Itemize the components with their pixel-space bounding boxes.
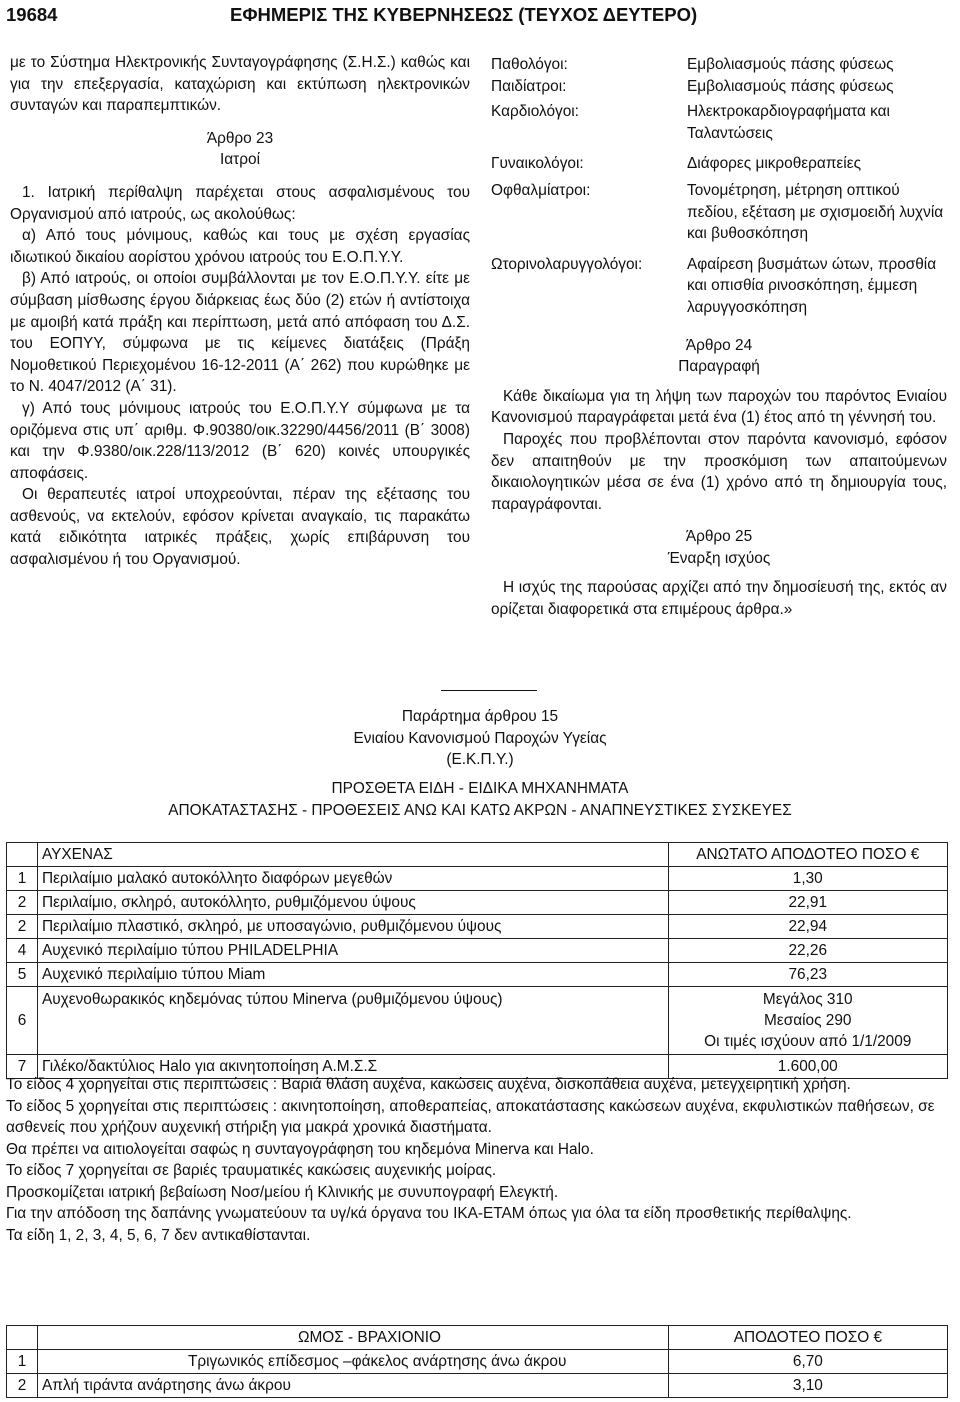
- specialty-acts: Εμβολιασμούς πάσης φύσεως: [687, 77, 894, 95]
- specialty-row: [491, 101, 947, 144]
- left-column: [10, 52, 470, 571]
- table-row: [7, 987, 948, 1055]
- item-number: 2: [7, 915, 38, 939]
- article-24-number: Άρθρο 24: [685, 336, 753, 354]
- specialty-name: Παιδίατροι:: [491, 77, 567, 95]
- item-number: 4: [7, 939, 38, 963]
- right-column: [491, 54, 947, 621]
- item-description: Απλή τιράντα ανάρτησης άνω άκρου: [37, 1374, 668, 1398]
- annex-title: [0, 778, 960, 821]
- divider: [441, 690, 537, 691]
- article-23-number: Άρθρο 23: [206, 129, 274, 147]
- table-row: [7, 939, 948, 963]
- item-number: 2: [7, 1374, 38, 1398]
- item-description: Γιλέκο/δακτύλιος Halo για ακινητοποίηση Α.Μ.Σ.Σ: [37, 1055, 668, 1079]
- item-description: Περιλαίμιο, σκληρό, αυτοκόλλητο, ρυθμιζόμενου ύψους: [37, 891, 668, 915]
- specialty-name: Καρδιολόγοι:: [491, 103, 579, 121]
- annex-heading: [0, 706, 960, 771]
- specialty-row: [491, 254, 947, 319]
- table-row: [7, 915, 948, 939]
- annex-line: (Ε.Κ.Π.Υ.): [446, 751, 514, 769]
- item-price: 3,10: [668, 1374, 947, 1398]
- paragraph: γ) Από τους μόνιμους ιατρούς του Ε.Ο.Π.Υ.Υ σύμφωνα με τα οριζόμενα στις υπ΄ αριθμ. Φ.90380/οικ.32290/4456/2011 (Β΄ 3008) και την Φ.9380/οικ.228/113/2012 (Β΄ 620) κοινές υπουργικές αποφάσεις.: [10, 399, 470, 482]
- paragraph: 1. Ιατρική περίθαλψη παρέχεται στους ασφαλισμένους του Οργανισμού από ιατρούς, ως ακολούθως:: [10, 183, 470, 223]
- item-description: Περιλαίμιο μαλακό αυτοκόλλητο διαφόρων μεγεθών: [37, 867, 668, 891]
- table-header-row: [7, 1326, 948, 1350]
- price-note: Οι τιμές ισχύουν από 1/1/2009: [704, 1033, 912, 1050]
- item-description: Αυχενοθωρακικός κηδεμόνας τύπου Minerva (ρυθμιζόμενου ύψους): [37, 987, 668, 1055]
- table-row: [7, 867, 948, 891]
- note: Το είδος 5 χορηγείται στις περιπτώσεις : ακινητοποίηση, αποθεραπείας, αποκατάστασης κακώσεων αυχένα, εκφυλιστικών παθήσεων, σε ασθενείς που χρήζουν αυχενική στήριξη για μακρά χρονικά διαστήματα.: [6, 1097, 935, 1136]
- specialty-name: Ωτορινολαρυγγολόγοι:: [491, 255, 643, 273]
- gazette-title: ΕΦΗΜΕΡΙΣ ΤΗΣ ΚΥΒΕΡΝΗΣΕΩΣ (ΤΕΥΧΟΣ ΔΕΥΤΕΡΟ): [230, 4, 698, 25]
- table-header-price: ΑΝΩΤΑΤΟ ΑΠΟΔΟΤΕΟ ΠΟΣΟ €: [668, 843, 947, 867]
- paragraph: Κάθε δικαίωμα για τη λήψη των παροχών του παρόντος Ενιαίου Κανονισμού παραγράφεται μετά ένα (1) έτος από τη γέννησή του.: [491, 387, 947, 427]
- specialty-acts: Αφαίρεση βυσμάτων ώτων, προσθία και οπισθία ρινοσκόπηση, έμμεση λαρυγγοσκόπηση: [687, 255, 937, 316]
- specialty-acts: Διάφορες μικροθεραπείες: [687, 155, 861, 173]
- note: Θα πρέπει να αιτιολογείται σαφώς η συνταγογράφηση του κηδεμόνα Minerva και Halo.: [6, 1140, 594, 1158]
- item-price: 22,94: [668, 915, 947, 939]
- specialty-acts: Εμβολιασμούς πάσης φύσεως: [687, 56, 894, 73]
- page-header: [0, 2, 960, 32]
- item-price: 1,30: [668, 867, 947, 891]
- note: Το είδος 7 χορηγείται σε βαριές τραυματικές κακώσεις αυχενικής μοίρας.: [6, 1162, 497, 1179]
- neck-items-table: [6, 842, 948, 1079]
- item-description: Αυχενικό περιλαίμιο τύπου Miam: [37, 963, 668, 987]
- item-number: 5: [7, 963, 38, 987]
- paragraph: α) Από τους μόνιμους, καθώς και τους με σχέση εργασίας ιδιωτικού δικαίου αορίστου χρόνου ιατρούς του Ε.Ο.Π.Υ.Υ.: [10, 227, 470, 266]
- item-number: 1: [7, 1350, 38, 1374]
- item-price: 1.600,00: [668, 1055, 947, 1079]
- table-header-price: ΑΠΟΔΟΤΕΟ ΠΟΣΟ €: [668, 1326, 947, 1350]
- item-description: Τριγωνικός επίδεσμος –φάκελος ανάρτησης άνω άκρου: [37, 1350, 668, 1374]
- note: Για την απόδοση της δαπάνης γνωματεύουν τα υγ/κά όργανα του ΙΚΑ-ΕΤΑΜ όπως για όλα τα είδη προσθετικής περίθαλψης.: [6, 1205, 852, 1222]
- article-25-number: Άρθρο 25: [685, 528, 753, 546]
- intro-paragraph: με το Σύστημα Ηλεκτρονικής Συνταγογράφησης (Σ.Η.Σ.) καθώς και για την επεξεργασία, καταχώριση και εκτύπωση ηλεκτρονικών συνταγών και παραπεμπτικών.: [10, 54, 470, 115]
- specialty-row: [491, 153, 947, 175]
- item-price: 6,70: [668, 1350, 947, 1374]
- price-line: Μεγάλος 310: [762, 991, 853, 1008]
- annex-title-line: ΑΠΟΚΑΤΑΣΤΑΣΗΣ - ΠΡΟΘΕΣΕΙΣ ΑΝΩ ΚΑΙ ΚΑΤΩ ΑΚΡΩΝ - ΑΝΑΠΝΕΥΣΤΙΚΕΣ ΣΥΣΚΕΥΕΣ: [168, 801, 792, 819]
- article-25-title: Έναρξη ισχύος: [667, 549, 771, 567]
- specialty-row: [491, 180, 947, 245]
- specialty-name: Οφθαλμίατροι:: [491, 181, 591, 199]
- paragraph: Παροχές που προβλέπονται στον παρόντα κανονισμό, εφόσον δεν απαιτηθούν με την προσκόμιση των απαιτούμενων δικαιολογητικών μέσα σε ένα (1) χρόνο από τη δημιουργία τους, παραγράφονται.: [491, 430, 947, 513]
- item-number: 6: [7, 987, 38, 1055]
- table-row: [7, 1374, 948, 1398]
- item-price: [668, 987, 947, 1055]
- item-description: Περιλαίμιο πλαστικό, σκληρό, με υποσαγώνιο, ρυθμιζόμενου ύψους: [37, 915, 668, 939]
- note: Προσκομίζεται ιατρική βεβαίωση Νοσ/μείου ή Κλινικής με συνυπογραφή Ελεγκτή.: [6, 1183, 559, 1201]
- table-row: [7, 1350, 948, 1374]
- specialty-name: Γυναικολόγοι:: [491, 155, 584, 173]
- specialty-row: [491, 76, 947, 98]
- price-line: Μεσαίος 290: [764, 1012, 852, 1029]
- specialty-name: Παθολόγοι:: [491, 56, 568, 73]
- table-row: [7, 963, 948, 987]
- paragraph: β) Από ιατρούς, οι οποίοι συμβάλλονται με τον Ε.Ο.Π.Υ.Υ. είτε με σύμβαση μίσθωσης έργου διάρκειας έως δύο (2) ετών ή αντίστοιχα με αμοιβή κατά πράξη και περίπτωση, μετά από απόφαση του Δ.Σ. του ΕΟΠΥΥ, σύμφωνα με τις κείμενες διατάξεις (Πράξη Νομοθετικού Περιεχομένου 16-12-2011 (Α΄ 262) που κυρώθηκε με το Ν. 4047/2012 (Α΄ 31).: [10, 270, 470, 396]
- item-number: 1: [7, 867, 38, 891]
- table-header-item: ΩΜΟΣ - ΒΡΑΧΙΟΝΙΟ: [37, 1326, 668, 1350]
- item-description: Αυχενικό περιλαίμιο τύπου PHILADELPHIA: [37, 939, 668, 963]
- note: Τα είδη 1, 2, 3, 4, 5, 6, 7 δεν αντικαθίστανται.: [6, 1226, 311, 1244]
- specialty-row: [491, 54, 947, 76]
- specialty-acts: Τονομέτρηση, μέτρηση οπτικού πεδίου, εξέταση με σχισμοειδή λυχνία και βυθοσκόπηση: [687, 181, 944, 243]
- annex-title-line: ΠΡΟΣΘΕΤΑ ΕΙΔΗ - ΕΙΔΙΚΑ ΜΗΧΑΝΗΜΑΤΑ: [331, 780, 629, 797]
- article-23-title: Ιατροί: [220, 151, 260, 169]
- item-number: 7: [7, 1055, 38, 1079]
- page-number: 19684: [6, 4, 58, 25]
- annex-line: Παράρτημα άρθρου 15: [401, 708, 559, 725]
- note: Το είδος 4 χορηγείται στις περιπτώσεις : Βαριά θλάση αυχένα, κακώσεις αυχένα, δισκοπάθεια αυχένα, μετεγχειρητική χρήση.: [6, 1076, 851, 1093]
- table-header-item: ΑΥΧΕΝΑΣ: [37, 843, 668, 867]
- notes-block: [6, 1074, 948, 1246]
- specialty-acts: Ηλεκτροκαρδιογραφήματα και Ταλαντώσεις: [687, 103, 890, 142]
- item-price: 22,26: [668, 939, 947, 963]
- shoulder-items-table: [6, 1325, 948, 1398]
- paragraph: Η ισχύς της παρούσας αρχίζει από την δημοσίευσή της, εκτός αν ορίζεται διαφορετικά στα επιμέρους άρθρα.»: [491, 579, 947, 619]
- item-price: 22,91: [668, 891, 947, 915]
- paragraph: Οι θεραπευτές ιατροί υποχρεούνται, πέραν της εξέτασης του ασθενούς, να εκτελούν, εφόσον κρίνεται αναγκαίο, τις παρακάτω κατά ειδικότητα ιατρικές πράξεις, χωρίς επιβάρυνση του ασφαλισμένου ή του Οργανισμού.: [10, 486, 470, 569]
- article-24-title: Παραγραφή: [678, 358, 760, 376]
- table-row: [7, 891, 948, 915]
- table-header-row: [7, 843, 948, 867]
- item-price: 76,23: [668, 963, 947, 987]
- item-number: 2: [7, 891, 38, 915]
- annex-line: Ενιαίου Κανονισμού Παροχών Υγείας: [353, 729, 607, 747]
